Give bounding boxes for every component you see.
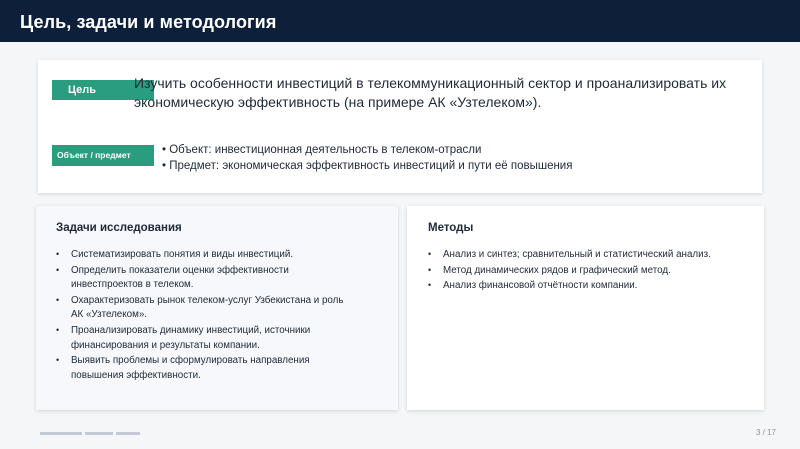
footer-blur-segment: [40, 432, 82, 435]
methods-title: Методы: [428, 222, 474, 234]
list-item: • Определить показатели оценки эффективности инвестпроектов в телеком.: [56, 264, 356, 293]
list-item: • Анализ и синтез; сравнительный и статистический анализ.: [428, 248, 748, 263]
methods-card: [407, 206, 764, 410]
tasks-card: [36, 206, 398, 410]
list-item: • Проанализировать динамику инвестиций, источники финансирования и результаты компании.: [56, 324, 356, 353]
list-item: • Выявить проблемы и сформулировать направления повышения эффективности.: [56, 354, 356, 383]
footer-blur-segment: [116, 432, 140, 435]
footer-source-line: [40, 429, 140, 439]
slide-title: Цель, задачи и методология: [20, 12, 277, 32]
list-item: • Охарактеризовать рынок телеком-услуг Узбекистана и роль АК «Узтелеком».: [56, 294, 356, 323]
subject-item: • Предмет: экономическая эффективность инвестиций и пути её повышения: [162, 160, 573, 172]
slide-header: [0, 0, 800, 42]
object-subject-list: [162, 142, 722, 174]
list-item: • Систематизировать понятия и виды инвестиций.: [56, 248, 356, 263]
list-item: • Метод динамических рядов и графический метод.: [428, 264, 748, 279]
object-item: • Объект: инвестиционная деятельность в телеком-отрасли: [162, 144, 482, 156]
tasks-list: [56, 248, 356, 384]
list-item: • Анализ финансовой отчётности компании.: [428, 279, 748, 294]
goal-text: Изучить особенности инвестиций в телекоммуникационный сектор и проанализировать их экономическую эффективность (на примере АК «Узтелеком»).: [134, 75, 727, 110]
tasks-title: Задачи исследования: [56, 222, 182, 234]
goal-card: [38, 60, 762, 193]
object-subject-tag: Объект / предмет: [52, 145, 154, 166]
page-number: 3 / 17: [755, 428, 776, 437]
goal-tag: Цель: [52, 80, 154, 100]
footer-blur-segment: [85, 432, 113, 435]
methods-list: [428, 248, 748, 295]
